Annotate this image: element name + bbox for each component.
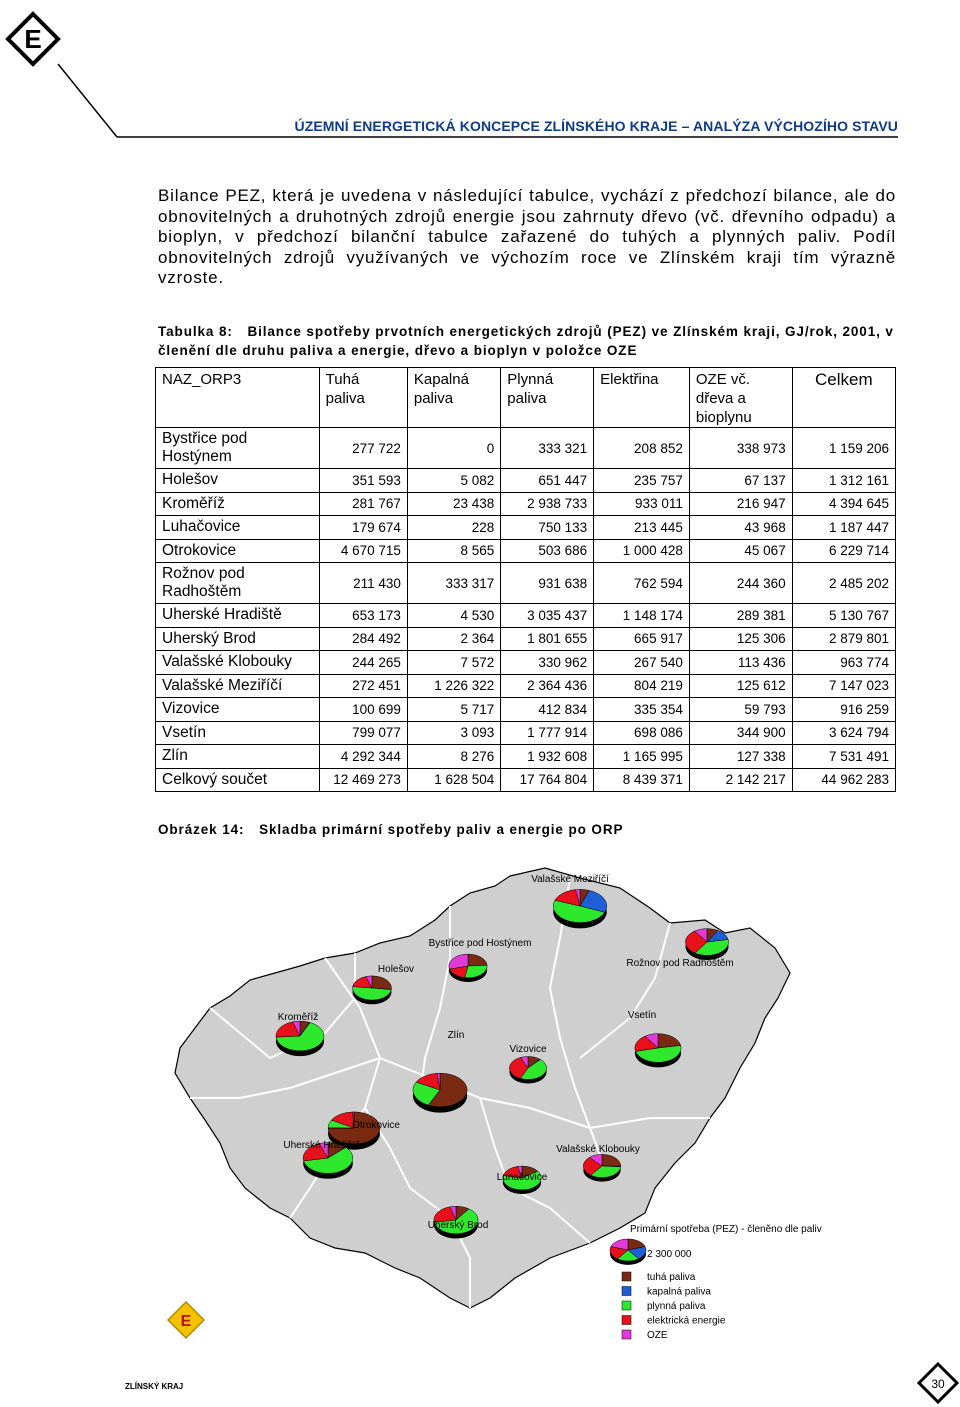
table-cell: 1 226 322	[407, 674, 500, 698]
row-label: Luhačovice	[156, 516, 320, 540]
row-label: Bystřice pod Hostýnem	[156, 428, 320, 469]
table-cell: 7 531 491	[792, 745, 895, 769]
table-cell: 281 767	[319, 492, 407, 516]
row-label: Valašské Klobouky	[156, 651, 320, 675]
table-cell: 351 593	[319, 469, 407, 493]
row-label: Vizovice	[156, 698, 320, 722]
table-cell: 127 338	[689, 745, 792, 769]
table-cell: 931 638	[501, 563, 594, 604]
table-row	[156, 698, 896, 722]
table-cell: 653 173	[319, 604, 407, 628]
table-cell: 7 147 023	[792, 674, 895, 698]
table-cell: 213 445	[594, 516, 690, 540]
table-cell: 2 364	[407, 627, 500, 651]
table-cell: 750 133	[501, 516, 594, 540]
row-label: Rožnov pod Radhoštěm	[156, 563, 320, 604]
table-cell: 2 364 436	[501, 674, 594, 698]
footer-region: ZLÍNSKÝ KRAJ	[125, 1382, 184, 1391]
table-cell: 100 699	[319, 698, 407, 722]
row-label: Otrokovice	[156, 539, 320, 563]
table-cell: 228	[407, 516, 500, 540]
intro-paragraph: Bilance PEZ, která je uvedena v následující tabulce, vychází z předchozí bilance, ale do obnovitelných a druhotných zdrojů energie jsou zahrnuty dřevo (vč. dřevního odpadu) a bioplyn, v předchozí bilanční tabulce zařazené do tuhých a plynných paliv. Podíl obnovitelných zdrojů využívaných ve výchozím roce ve Zlínském kraji tím výrazně vzroste.	[158, 186, 896, 288]
table-cell: 916 259	[792, 698, 895, 722]
table-caption	[158, 323, 898, 360]
table-cell: 4 394 645	[792, 492, 895, 516]
legend-label: tuhá paliva	[647, 1272, 696, 1283]
table-cell: 1 932 608	[501, 745, 594, 769]
table-cell: 289 381	[689, 604, 792, 628]
table-cell: 1 777 914	[501, 721, 594, 745]
logo-letter: E	[24, 24, 42, 54]
table-cell: 43 968	[689, 516, 792, 540]
table-cell: 4 530	[407, 604, 500, 628]
table-cell: 651 447	[501, 469, 594, 493]
row-label: Celkový součet	[156, 768, 320, 792]
table-cell: 335 354	[594, 698, 690, 722]
table-cell: 344 900	[689, 721, 792, 745]
table-cell: 8 276	[407, 745, 500, 769]
column-header: OZE vč. dřeva a bioplynu	[689, 368, 792, 428]
place-label: Rožnov pod Radhoštěm	[626, 958, 734, 969]
table-cell: 333 321	[501, 428, 594, 469]
table-cell: 503 686	[501, 539, 594, 563]
table-row	[156, 492, 896, 516]
table-row	[156, 651, 896, 675]
table-cell: 12 469 273	[319, 768, 407, 792]
table-cell: 59 793	[689, 698, 792, 722]
table-cell: 1 159 206	[792, 428, 895, 469]
pez-table	[155, 367, 896, 792]
table-cell: 208 852	[594, 428, 690, 469]
table-cell: 963 774	[792, 651, 895, 675]
column-header: Kapalná paliva	[407, 368, 500, 428]
table-row	[156, 674, 896, 698]
legend-scale-pie	[610, 1239, 646, 1265]
table-cell: 211 430	[319, 563, 407, 604]
place-label: Vizovice	[509, 1044, 547, 1055]
figure-caption	[158, 821, 898, 840]
table-row	[156, 768, 896, 792]
table-cell: 125 612	[689, 674, 792, 698]
place-label: Kroměříž	[277, 1012, 319, 1023]
row-label: Valašské Meziříčí	[156, 674, 320, 698]
svg-text:E: E	[180, 1313, 192, 1330]
table-cell: 4 292 344	[319, 745, 407, 769]
table-cell: 412 834	[501, 698, 594, 722]
column-header: Celkem	[792, 368, 895, 428]
table-caption-label: Tabulka 8:	[158, 324, 233, 339]
place-label: Otrokovice	[352, 1120, 400, 1131]
table-row	[156, 516, 896, 540]
table-cell: 267 540	[594, 651, 690, 675]
table-cell: 1 000 428	[594, 539, 690, 563]
table-cell: 1 165 995	[594, 745, 690, 769]
legend-swatch	[622, 1330, 631, 1339]
table-row	[156, 721, 896, 745]
legend-title: Primární spotřeba (PEZ) - členěno dle paliv	[630, 1224, 822, 1235]
column-header: Tuhá paliva	[319, 368, 407, 428]
row-label: Holešov	[156, 469, 320, 493]
table-row	[156, 539, 896, 563]
column-header: Elektřina	[594, 368, 690, 428]
legend-scale-value: 2 300 000	[647, 1249, 692, 1260]
row-label: Vsetín	[156, 721, 320, 745]
table-row	[156, 627, 896, 651]
table-cell: 330 962	[501, 651, 594, 675]
table-cell: 17 764 804	[501, 768, 594, 792]
map-legend	[610, 1224, 822, 1341]
table-cell: 179 674	[319, 516, 407, 540]
table-cell: 8 439 371	[594, 768, 690, 792]
place-label: Valašské Meziříčí	[531, 874, 609, 885]
table-cell: 2 879 801	[792, 627, 895, 651]
table-cell: 284 492	[319, 627, 407, 651]
table-cell: 2 938 733	[501, 492, 594, 516]
page-number: 30	[931, 1377, 945, 1391]
table-cell: 2 485 202	[792, 563, 895, 604]
figure-caption-label: Obrázek 14:	[158, 822, 245, 837]
row-label: Zlín	[156, 745, 320, 769]
table-caption-text: Bilance spotřeby prvotních energetických zdrojů (PEZ) ve Zlínském kraji, GJ/rok, 2001, v členění dle druhu paliva a energie, dřevo a bioplyn v položce OZE	[158, 324, 894, 358]
place-label: Vsetín	[627, 1010, 657, 1021]
table-row	[156, 563, 896, 604]
table-cell: 0	[407, 428, 500, 469]
table-cell: 762 594	[594, 563, 690, 604]
table-cell: 5 130 767	[792, 604, 895, 628]
table-cell: 45 067	[689, 539, 792, 563]
table-cell: 113 436	[689, 651, 792, 675]
place-label: Valašské Klobouky	[556, 1144, 640, 1155]
legend-items	[622, 1272, 726, 1341]
table-cell: 125 306	[689, 627, 792, 651]
legend-label: OZE	[647, 1330, 668, 1341]
place-label: Zlín	[447, 1030, 465, 1041]
table-cell: 3 035 437	[501, 604, 594, 628]
table-header-row	[156, 368, 896, 428]
table-body	[156, 428, 896, 792]
legend-swatch	[622, 1272, 631, 1281]
column-header: NAZ_ORP3	[156, 368, 320, 428]
table-cell: 244 360	[689, 563, 792, 604]
table-cell: 2 142 217	[689, 768, 792, 792]
table-cell: 333 317	[407, 563, 500, 604]
table-cell: 5 717	[407, 698, 500, 722]
table-cell: 1 187 447	[792, 516, 895, 540]
table-cell: 23 438	[407, 492, 500, 516]
table-cell: 44 962 283	[792, 768, 895, 792]
legend-swatch	[622, 1301, 631, 1310]
document-title: ÚZEMNÍ ENERGETICKÁ KONCEPCE ZLÍNSKÉHO KRAJE – ANALÝZA VÝCHOZÍHO STAVU	[294, 118, 898, 134]
table-cell: 799 077	[319, 721, 407, 745]
place-label: Uherské Hradiště	[283, 1140, 361, 1151]
table-cell: 4 670 715	[319, 539, 407, 563]
region-map	[150, 858, 850, 1358]
table-cell: 244 265	[319, 651, 407, 675]
place-label: Bystřice pod Hostýnem	[428, 938, 532, 949]
table-cell: 665 917	[594, 627, 690, 651]
figure-caption-text: Skladba primární spotřeby paliv a energie po ORP	[259, 822, 624, 837]
table-cell: 3 093	[407, 721, 500, 745]
legend-label: elektrická energie	[647, 1315, 726, 1327]
table-cell: 698 086	[594, 721, 690, 745]
legend-label: kapalná paliva	[647, 1286, 711, 1298]
page-number-badge	[917, 1362, 959, 1404]
table-cell: 1 148 174	[594, 604, 690, 628]
legend-label: plynná paliva	[647, 1301, 706, 1312]
map-logo	[168, 1302, 204, 1338]
table-row	[156, 745, 896, 769]
table-cell: 1 312 161	[792, 469, 895, 493]
table-cell: 1 628 504	[407, 768, 500, 792]
place-label: Uherský Brod	[427, 1220, 489, 1231]
table-row	[156, 428, 896, 469]
table-cell: 1 801 655	[501, 627, 594, 651]
table-row	[156, 469, 896, 493]
table-cell: 277 722	[319, 428, 407, 469]
legend-swatch	[622, 1316, 631, 1325]
legend-swatch	[622, 1287, 631, 1296]
table-cell: 5 082	[407, 469, 500, 493]
table-cell: 7 572	[407, 651, 500, 675]
table-row	[156, 604, 896, 628]
table-cell: 235 757	[594, 469, 690, 493]
place-label: Luhačovice	[496, 1172, 548, 1183]
table-cell: 338 973	[689, 428, 792, 469]
table-cell: 67 137	[689, 469, 792, 493]
row-label: Uherský Brod	[156, 627, 320, 651]
table-cell: 216 947	[689, 492, 792, 516]
table-cell: 3 624 794	[792, 721, 895, 745]
place-label: Holešov	[377, 964, 415, 975]
column-header: Plynná paliva	[501, 368, 594, 428]
table-cell: 6 229 714	[792, 539, 895, 563]
table-cell: 933 011	[594, 492, 690, 516]
table-cell: 8 565	[407, 539, 500, 563]
row-label: Uherské Hradiště	[156, 604, 320, 628]
table-cell: 272 451	[319, 674, 407, 698]
row-label: Kroměříž	[156, 492, 320, 516]
table-cell: 804 219	[594, 674, 690, 698]
header-diagonal-rule	[58, 64, 117, 137]
